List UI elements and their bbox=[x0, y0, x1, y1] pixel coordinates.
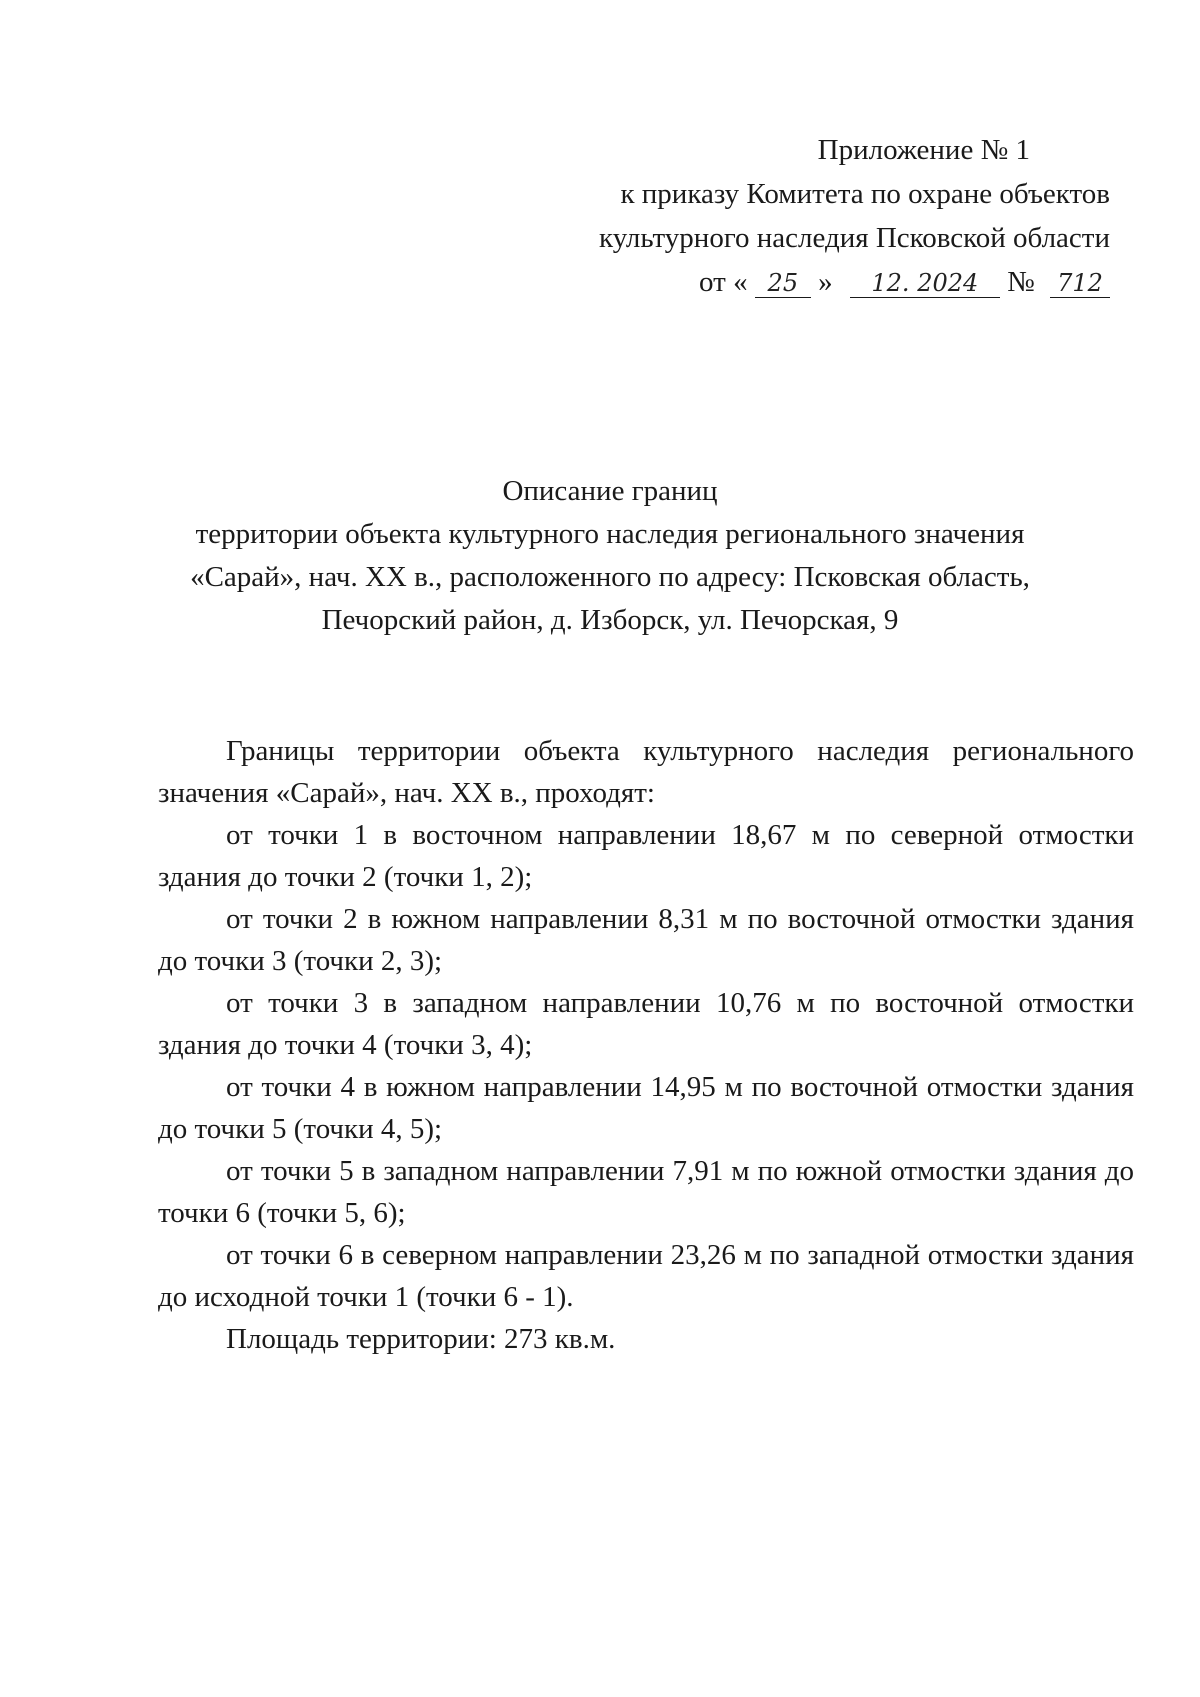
title-line-4: Печорский район, д. Изборск, ул. Печорская, 9 bbox=[321, 604, 899, 636]
title-line-1: Описание границ bbox=[502, 475, 718, 507]
date-mid: » bbox=[818, 266, 833, 298]
handwritten-order-number: 712 bbox=[1050, 269, 1110, 298]
appendix-committee: культурного наследия Псковской области bbox=[599, 222, 1110, 254]
boundary-segment-1: от точки 1 в восточном направлении 18,67 м по северной отмостки здания до точки 2 (точки 1, 2); bbox=[158, 819, 1134, 893]
date-prefix: от « bbox=[699, 266, 748, 298]
title-line-2: территории объекта культурного наследия регионального значения bbox=[195, 518, 1025, 550]
boundary-segment-6: от точки 6 в северном направлении 23,26 м по западной отмостки здания до исходной точки 1 (точки 6 - 1). bbox=[158, 1239, 1134, 1313]
appendix-header bbox=[550, 128, 1110, 304]
handwritten-day: 25 bbox=[755, 269, 811, 298]
document-body bbox=[158, 730, 1134, 1360]
territory-area: Площадь территории: 273 кв.м. bbox=[226, 1323, 616, 1355]
intro-paragraph: Границы территории объекта культурного наследия регионального значения «Сарай», нач. XX в., проходят: bbox=[158, 735, 1134, 809]
number-label: № bbox=[1007, 266, 1035, 298]
boundary-segment-2: от точки 2 в южном направлении 8,31 м по восточной отмостки здания до точки 3 (точки 2, 3); bbox=[158, 903, 1134, 977]
boundary-segment-3: от точки 3 в западном направлении 10,76 м по восточной отмостки здания до точки 4 (точки 3, 4); bbox=[158, 987, 1134, 1061]
handwritten-month-year: 12. 2024 bbox=[850, 269, 1000, 298]
boundary-segment-5: от точки 5 в западном направлении 7,91 м по южной отмостки здания до точки 6 (точки 5, 6); bbox=[158, 1155, 1134, 1229]
appendix-order-ref: к приказу Комитета по охране объектов bbox=[620, 178, 1110, 210]
document-title bbox=[150, 470, 1070, 642]
appendix-date-line bbox=[550, 260, 1110, 304]
appendix-title: Приложение № 1 bbox=[817, 134, 1030, 166]
title-line-3: «Сарай», нач. XX в., расположенного по адресу: Псковская область, bbox=[190, 561, 1030, 593]
boundary-segment-4: от точки 4 в южном направлении 14,95 м по восточной отмостки здания до точки 5 (точки 4, 5); bbox=[158, 1071, 1134, 1145]
